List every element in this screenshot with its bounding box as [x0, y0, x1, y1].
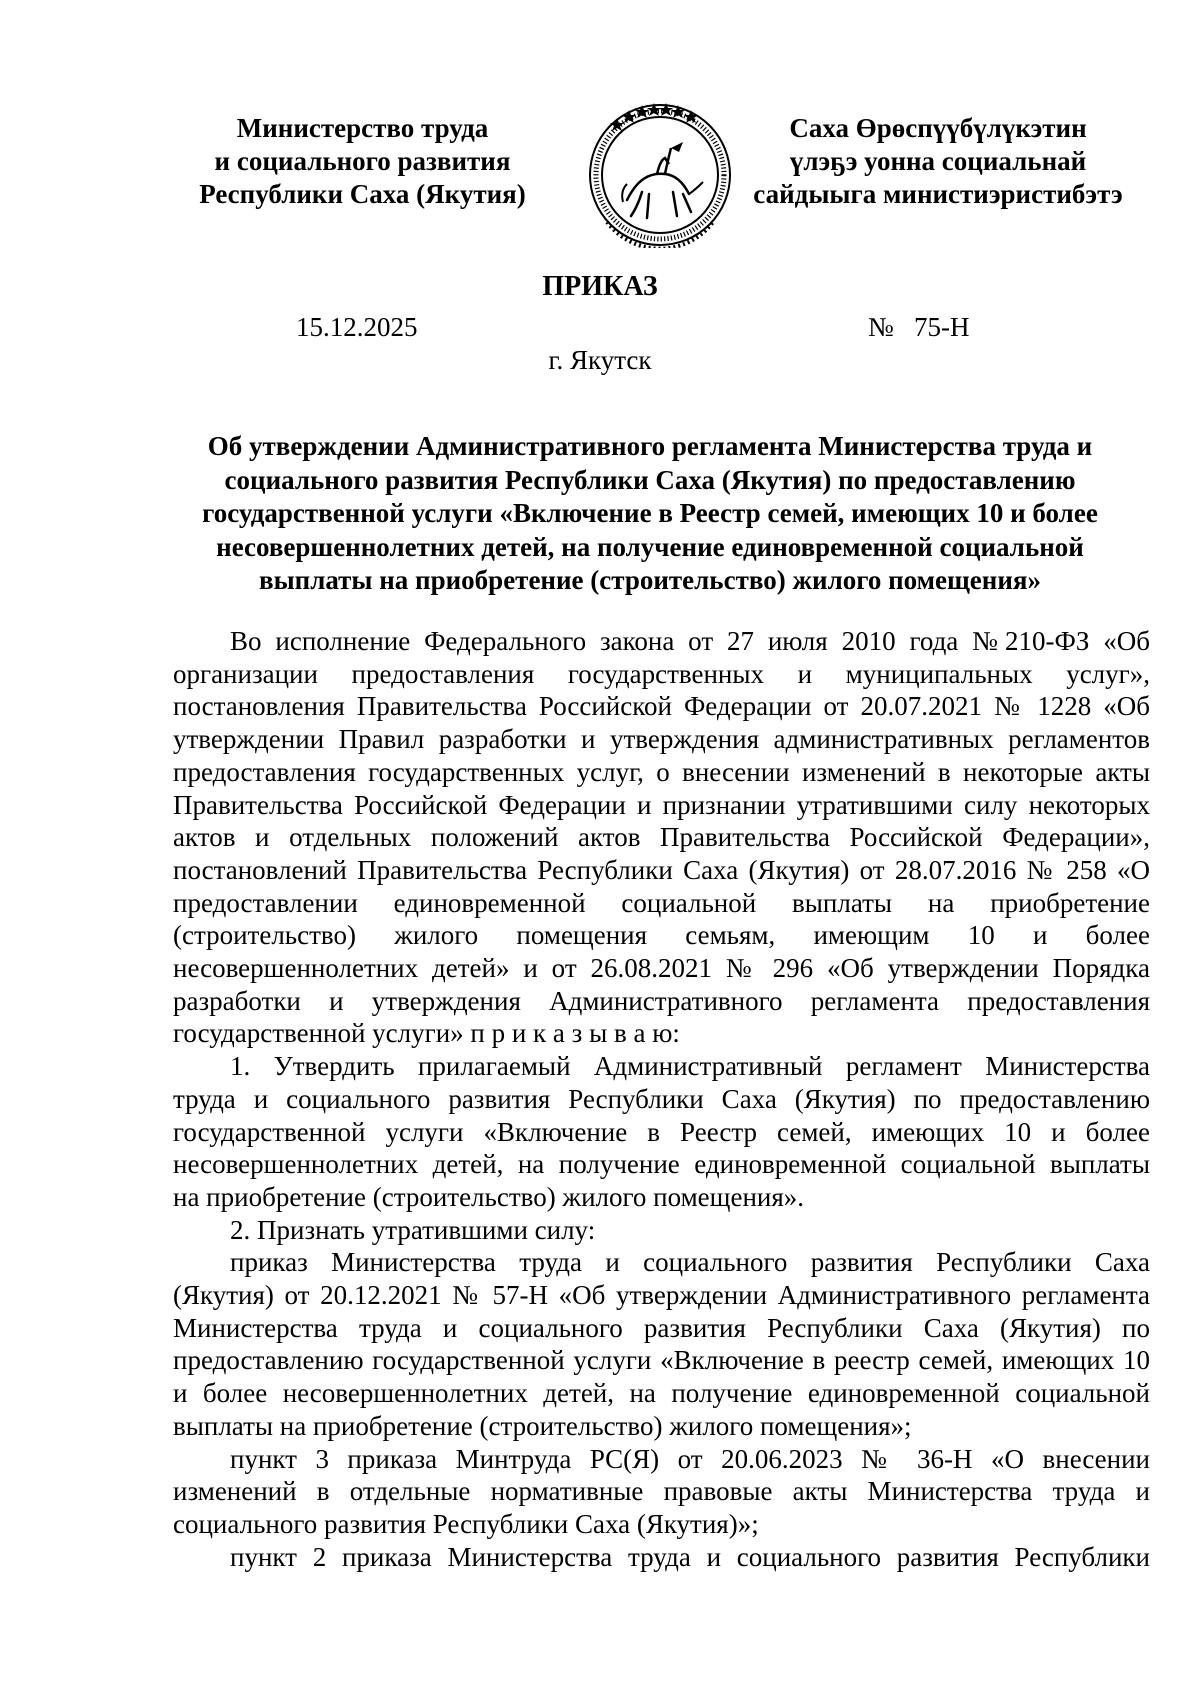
- body-line: на приобретение (строительство) жилого помещения».: [173, 1181, 805, 1212]
- body-line: постановления Правительства Российской Федерации от 20.07.2021 № 1228 «Об: [173, 691, 1150, 722]
- order-number: № 75-Н: [868, 312, 970, 342]
- ministry-name-line: сайдыыга министиэристибэтэ: [753, 179, 1123, 209]
- ministry-name-line: үлэҕэ уонна социальнай: [789, 146, 1087, 176]
- body-line: предоставлению государственной услуги «Включение в реестр семей, имеющих 10: [173, 1345, 1150, 1376]
- body-line: Во исполнение Федерального закона от 27 июля 2010 года №210-ФЗ «Об: [230, 626, 1150, 656]
- body-line: изменений в отдельные нормативные правовые акты Министерства труда и: [173, 1476, 1150, 1507]
- body-line: (строительство) жилого помещения семьям, имеющим 10 и более: [173, 920, 1150, 951]
- document-title-line: выплаты на приобретение (строительство) жилого помещения»: [258, 565, 1042, 595]
- ministry-name-yakut: [748, 112, 1128, 211]
- body-line: и более несовершеннолетних детей, на получение единовременной социальной: [173, 1378, 1150, 1409]
- order-city: г. Якутск: [548, 345, 652, 375]
- body-line: социального развития Республики Саха (Якутия)»;: [173, 1508, 759, 1539]
- body-line: предоставлении единовременной социальной выплаты на приобретение: [173, 887, 1150, 918]
- body-line: организации предоставления государственных и муниципальных услуг»,: [173, 658, 1150, 689]
- body-line: пункт 3 приказа Минтруда РС(Я) от 20.06.2023 № 36-Н «О внесении: [230, 1443, 1150, 1474]
- document-title-line: государственной услуги «Включение в Реестр семей, имеющих 10 и более: [202, 498, 1098, 528]
- body-line: выплаты на приобретение (строительство) жилого помещения»;: [173, 1410, 912, 1441]
- body-line: труда и социального развития Республики Саха (Якутия) по предоставлению: [173, 1083, 1150, 1114]
- ministry-name-line: и социального развития: [214, 146, 511, 176]
- body-line: предоставления государственных услуг, о внесении изменений в некоторые акты: [173, 756, 1150, 787]
- body-line: постановлений Правительства Республики Саха (Якутия) от 28.07.2016 № 258 «О: [173, 854, 1150, 885]
- coat-of-arms-emblem: [587, 102, 733, 248]
- document-title-line: несовершеннолетних детей, на получение единовременной социальной: [216, 531, 1084, 562]
- body-line: несовершеннолетних детей» и от 26.08.2021 № 296 «Об утверждении Порядка: [173, 953, 1150, 984]
- ministry-name-line: Республики Саха (Якутия): [199, 179, 526, 209]
- order-title: ПРИКАЗ: [542, 271, 658, 302]
- body-line: 1. Утвердить прилагаемый Административный регламент Министерства: [230, 1051, 1150, 1082]
- body-line: утверждении Правил разработки и утверждения административных регламентов: [173, 724, 1150, 755]
- ministry-name-line: Саха Өрөспүүбүлүкэтин: [789, 113, 1087, 143]
- body-line: государственной услуги «Включение в Реестр семей, имеющих 10 и более: [173, 1116, 1150, 1147]
- body-line: несовершеннолетних детей, на получение единовременной социальной выплаты: [173, 1149, 1150, 1180]
- document-title: [170, 430, 1130, 598]
- order-date: 15.12.2025: [296, 312, 418, 342]
- body-line: приказ Министерства труда и социального развития Республики Саха: [230, 1247, 1150, 1278]
- document-title-line: Об утверждении Административного регламента Министерства труда и: [207, 431, 1093, 461]
- body-line: государственной услуги» п р и к а з ы в а ю:: [173, 1018, 680, 1049]
- body-line: (Якутия) от 20.12.2021 № 57-Н «Об утверждении Административного регламента: [173, 1280, 1150, 1311]
- body-line: пункт 2 приказа Министерства труда и социального развития Республики: [230, 1541, 1150, 1572]
- body-line: Правительства Российской Федерации и признании утратившими силу некоторых: [173, 789, 1150, 820]
- document-title-line: социального развития Республики Саха (Якутия) по предоставлению: [224, 464, 1076, 495]
- body-line: Министерства труда и социального развития Республики Саха (Якутия) по: [173, 1312, 1150, 1343]
- body-line: разработки и утверждения Административного регламента предоставления: [173, 985, 1150, 1016]
- body-line: 2. Признать утратившими силу:: [230, 1214, 596, 1245]
- body-line: актов и отдельных положений актов Правительства Российской Федерации»,: [173, 822, 1150, 853]
- ministry-name-russian: [180, 112, 545, 211]
- document-body: [173, 625, 1150, 1573]
- ministry-name-line: Министерство труда: [236, 113, 489, 143]
